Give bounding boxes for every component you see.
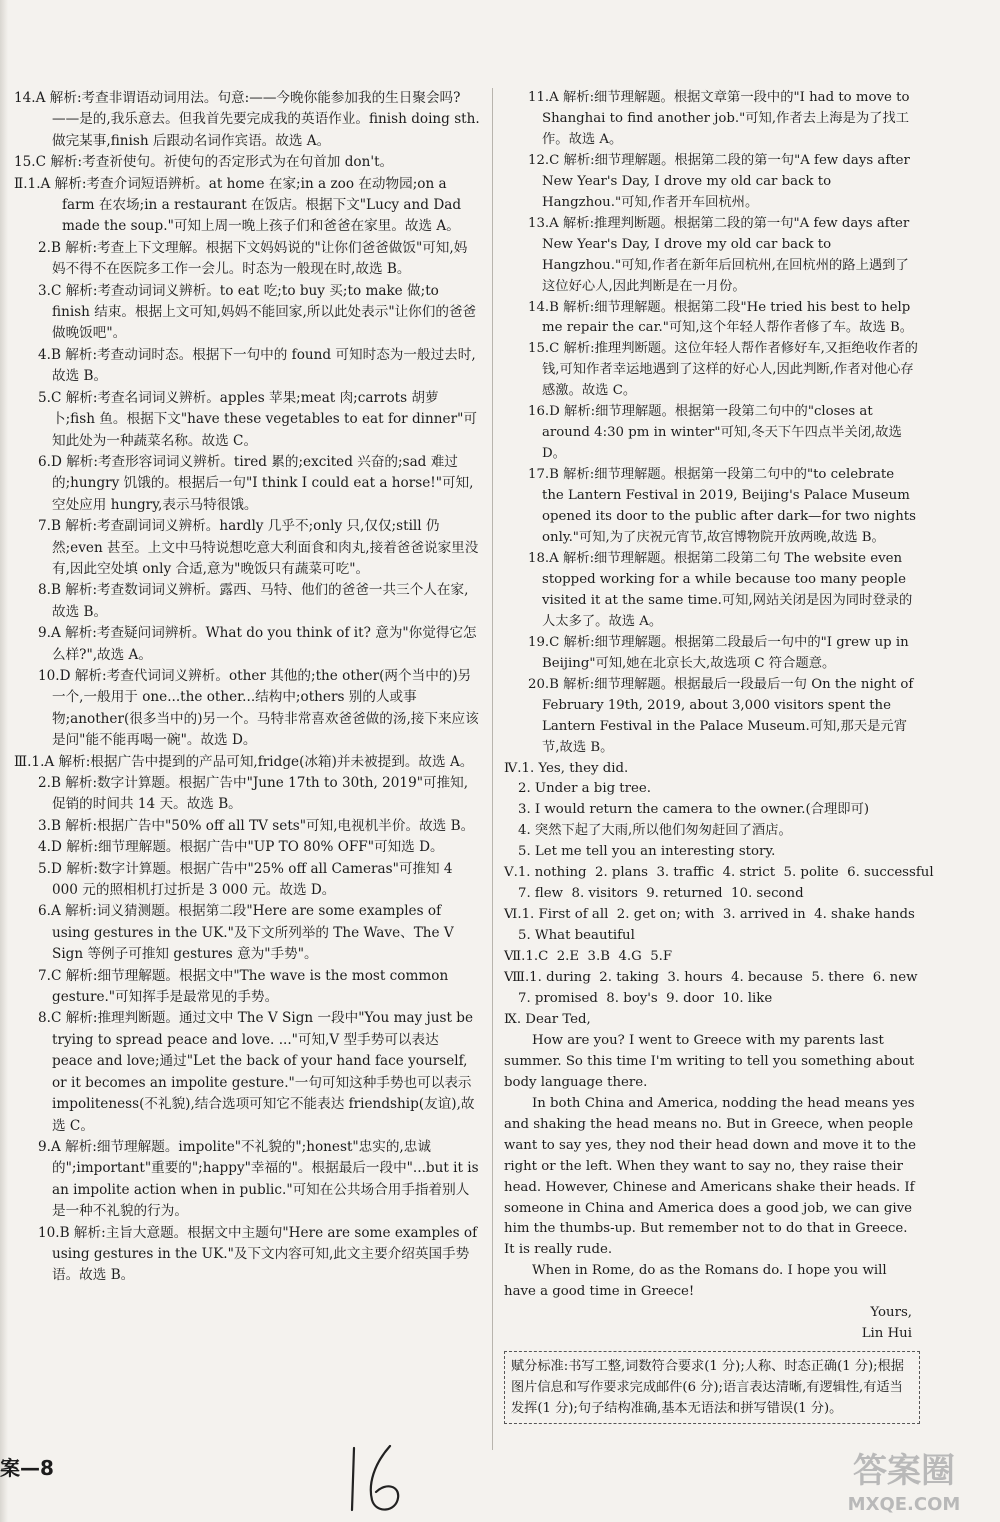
answer-explanation: 4.B 解析:考查动词时态。根据下一句中的 found 可知时态为一般过去时,故选 B。 — [38, 346, 476, 385]
handwritten-page-number — [340, 1440, 410, 1518]
letter-paragraph: In both China and America, nodding the head means yes and shaking the head means no. But in Greece, when people want to say yes, they nod their head down and move it to the right or the left. When they want to say no, they raise their head. However, Chinese and Americans shake their heads. If someone in China and America does a good job, we can give him the thumbs-up. But remember not to do that in Greece. It is really rude. — [504, 1095, 917, 1258]
short-answer-row: Ⅳ.1. Yes, they did. — [504, 760, 629, 776]
short-answer-row: 5. Let me tell you an interesting story. — [518, 844, 776, 860]
answer-explanation: 16.D 解析:细节理解题。根据第一段第二句中的"closes at around 4:30 pm in winter"可知,冬天下午四点半关闭,故选 D。 — [528, 404, 902, 462]
answer-explanation: 15.C 解析:考查祈使句。祈使句的否定形式为在句首加 don't。 — [14, 154, 394, 171]
answer-explanation: 18.A 解析:细节理解题。根据第二段第二句 The website even stopped working for a while because too many people visited it at the same time.可知,网站关闭是因为同时登录的人太多了。故选 A。 — [528, 550, 913, 629]
letter-paragraph: When in Rome, do as the Romans do. I hope you will have a good time in Greece! — [504, 1263, 887, 1300]
short-answer-row: Ⅴ.1. nothing 2. plans 3. traffic 4. strict 5. polite 6. successful — [504, 865, 934, 881]
watermark-text: 答案圈 — [853, 1451, 955, 1491]
short-answer-row: 3. I would return the camera to the owner.(合理即可) — [518, 802, 870, 818]
short-answer-row: Ⅷ.1. during 2. taking 3. hours 4. because 5. there 6. new — [504, 970, 918, 986]
short-answer-row: Ⅸ. Dear Ted, — [504, 1011, 591, 1027]
answer-explanation: 6.A 解析:词义猜测题。根据第二段"Here are some examples of using gestures in the UK."及下文所列举的 The Wave、The V Sign 等例子可推知 gestures 意为"手势"。 — [38, 903, 454, 963]
short-answer-row: 2. Under a big tree. — [518, 781, 651, 797]
letter-closing: Yours, — [870, 1305, 912, 1321]
answer-explanation: 10.D 解析:考查代词词义辨析。other 其他的;the other(两个当中的)另一个,一般用于 one...the other...结构中;others 别的人或事物;another(很多当中的)另一个。马特非常喜欢爸爸做的汤,接下来应该是问"能不能再喝一碗"。故选 D。 — [38, 667, 479, 749]
answer-explanation: Ⅱ.1.A 解析:考查介词短语辨析。at home 在家;in a zoo 在动物园;on a farm 在农场;in a restaurant 在饭店。根据下文"Lucy and Dad made the soup."可知上周一晚上孩子们和爸爸在家里。故选 A。 — [14, 175, 462, 235]
right-column — [504, 88, 934, 1424]
answer-explanation: 2.B 解析:考查上下文理解。根据下文妈妈说的"让你们爸爸做饭"可知,妈妈不得不在医院多工作一会儿。时态为一般现在时,故选 B。 — [38, 239, 468, 278]
scoring-criteria-box: 赋分标准:书写工整,词数符合要求(1 分);人称、时态正确(1 分);根据图片信息和写作要求完成邮件(6 分);语言表达清晰,有逻辑性,有适当发挥(1 分);句子结构准确,基本无语法和拼写错误(1 分)。 — [504, 1351, 920, 1424]
answer-explanation: 9.A 解析:细节理解题。impolite"不礼貌的";honest"忠实的,忠诚的";important"重要的";happy"幸福的"。根据最后一段中"...but it is an impolite action when in public."可知在公共场合用手指着别人是一种不礼貌的行为。 — [38, 1138, 479, 1220]
column-divider — [492, 88, 493, 1450]
short-answer-row: Ⅵ.1. First of all 2. get on; with 3. arrived in 4. shake hands — [504, 907, 915, 923]
answer-explanation: 19.C 解析:细节理解题。根据第二段最后一句中的"I grew up in Beijing"可知,她在北京长大,故选项 C 符合题意。 — [528, 634, 909, 671]
letter — [504, 1031, 920, 1345]
answer-explanation: 14.B 解析:细节理解题。根据第二段"He tried his best to help me repair the car."可知,这个年轻人帮作者修了车。故选 B。 — [528, 299, 914, 336]
answer-explanation: 10.B 解析:主旨大意题。根据文中主题句"Here are some examples of using gestures in the UK."及下文内容可知,此文主要介绍英国手势语。故选 B。 — [38, 1224, 478, 1284]
right-answers — [504, 88, 934, 1031]
short-answer-row: 4. 突然下起了大雨,所以他们匆匆赶回了酒店。 — [518, 823, 792, 839]
answer-explanation: 2.B 解析:数字计算题。根据广告中"June 17th to 30th, 2019"可推知,促销的时间共 14 天。故选 B。 — [38, 775, 469, 813]
short-answer-row: 7. flew 8. visitors 9. returned 10. second — [518, 886, 804, 902]
left-column — [14, 88, 480, 1287]
answer-explanation: 9.A 解析:考查疑问词辨析。What do you think of it? 意为"你觉得它怎么样?",故选 A。 — [38, 625, 477, 663]
answer-explanation: 8.B 解析:考查数词词义辨析。露西、马特、他们的爸爸一共三个人在家,故选 B。 — [38, 582, 469, 620]
answer-explanation: 3.B 解析:根据广告中"50% off all TV sets"可知,电视机半价。故选 B。 — [38, 817, 475, 834]
answer-explanation: 7.B 解析:考查副词词义辨析。hardly 几乎不;only 只,仅仅;still 仍然;even 甚至。上文中马特说想吃意大利面食和肉丸,接着爸爸说家里没有,因此空处填 only 合适,意为"晚饭只有蔬菜可吃"。 — [38, 518, 479, 577]
answer-explanation: 13.A 解析:推理判断题。根据第二段的第一句"A few days after New Year's Day, I drove my old car back to Hangzhou."可知,作者在新年后回杭州,在回杭州的路上遇到了这位好心人,因此判断是在一月份。 — [528, 215, 910, 294]
short-answer-row: 7. promised 8. boy's 9. door 10. like — [518, 990, 773, 1006]
answer-explanation: 5.C 解析:考查名词词义辨析。apples 苹果;meat 肉;carrots 胡萝卜;fish 鱼。根据下文"have these vegetables to eat for dinner"可知此处为一种蔬菜名称。故选 C。 — [38, 389, 477, 449]
letter-paragraph: How are you? I went to Greece with my parents last summer. So this time I'm writing to tell you something about body language there. — [504, 1032, 915, 1090]
answer-explanation: 7.C 解析:细节理解题。根据文中"The wave is the most common gesture."可知挥手是最常见的手势。 — [38, 967, 449, 1006]
scan-edge — [0, 0, 8, 1522]
answer-explanation: 5.D 解析:数字计算题。根据广告中"25% off all Cameras"可推知 4 000 元的照相机打过折是 3 000 元。故选 D。 — [38, 860, 453, 899]
short-answer-row: Ⅶ.1.C 2.E 3.B 4.G 5.F — [504, 949, 673, 965]
answer-explanation: 11.A 解析:细节理解题。根据文章第一段中的"I had to move to Shanghai to find another job."可知,作者去上海是为了找工作。故选 A。 — [528, 90, 910, 147]
answer-explanation: Ⅲ.1.A 解析:根据广告中提到的产品可知,fridge(冰箱)并未被提到。故选 A。 — [14, 753, 474, 770]
answer-explanation: 8.C 解析:推理判断题。通过文中 The V Sign 一段中"You may just be trying to spread peace and love. ..."可知,V 型手势可以表达 peace and love;通过"Let the back of your hand face yourself, or it becomes an impolite gesture."一句可知这种手势也可以表示 impoliteness(不礼貌),结合选项可知它不能表达 friendship(友谊),故选 C。 — [38, 1010, 475, 1134]
page-footer-label: 案—8 — [0, 1456, 54, 1480]
answer-explanation: 3.C 解析:考查动词词义辨析。to eat 吃;to buy 买;to make 做;to finish 结束。根据上文可知,妈妈不能回家,所以此处表示"让你们的爸爸做晚饭吧"。 — [38, 282, 477, 342]
answer-explanation: 6.D 解析:考查形容词词义辨析。tired 累的;excited 兴奋的;sad 难过的;hungry 饥饿的。根据后一句"I think I could eat a horse!"可知,空处应用 hungry,表示马特很饿。 — [38, 453, 474, 513]
watermark-logo — [814, 1440, 994, 1518]
answer-explanation: 17.B 解析:细节理解题。根据第一段第二句中的"to celebrate the Lantern Festival in 2019, Beijing's Palace Museum opened its door to the public after dark—for two nights only."可知,为了庆祝元宵节,故宫博物院开放两晚,故选 B。 — [528, 467, 916, 546]
answer-explanation: 4.D 解析:细节理解题。根据广告中"UP TO 80% OFF"可知选 D。 — [38, 839, 444, 856]
answer-explanation: 20.B 解析:细节理解题。根据最后一段最后一句 On the night of February 19th, 2019, about 3,000 visitors spent the Lantern Festival in the Palace Museum.可知,那天是元宵节,故选 B。 — [528, 676, 914, 755]
short-answer-row: 5. What beautiful — [518, 928, 635, 944]
answer-explanation: 12.C 解析:细节理解题。根据第二段的第一句"A few days after New Year's Day, I drove my old car back to Hangzhou."可知,作者开车回杭州。 — [528, 152, 910, 210]
answer-explanation: 15.C 解析:推理判断题。这位年轻人帮作者修好车,又拒绝收作者的钱,可知作者幸运地遇到了这样的好心人,因此判断,作者对他心存感激。故选 C。 — [528, 341, 918, 399]
letter-signature: Lin Hui — [861, 1326, 912, 1342]
answer-explanation: 14.A 解析:考查非谓语动词用法。句意:——今晚你能参加我的生日聚会吗?——是的,我乐意去。但我首先要完成我的英语作业。finish doing sth.做完某事,finish 后跟动名词作宾语。故选 A。 — [14, 90, 480, 149]
watermark-url: MXQE.COM — [847, 1494, 961, 1515]
